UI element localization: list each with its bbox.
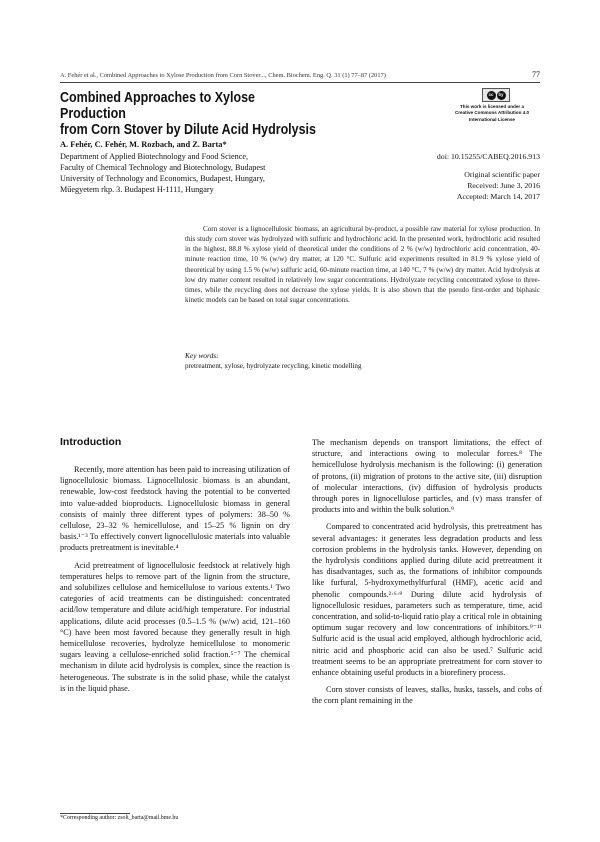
- paragraph: Corn stover consists of leaves, stalks, husks, tassels, and cobs of the corn plant remaining in the: [312, 685, 542, 706]
- paragraph: Acid pretreatment of lignocellulosic feedstock at relatively high temperatures helps to remove part of the lignin from the structure, and solubilizes cellulose and hemicellulose to various extents.¹ Two categories of acid treatments can be distinguished: concentrated acid/low temperature and dilute acid/high temperature. For industrial applications, dilute acid processes (0.5–1.5 % (w/w) acid, 121–160 °C) have been most favored because they generally result in high hemicellulose recoveries, hydrolyze hemicellulose to monomeric sugars leaving a cellulose-enriched solid fraction.⁵⁻⁷ The chemical mechanism in dilute acid hydrolysis is complex, since the reaction is heterogeneous. The substrate is in the solid phase, while the catalyst is in the liquid phase.: [60, 560, 290, 693]
- running-head: A. Fehér et al., Combined Approaches to Xylose Production from Corn Stover..., Chem. Biochem. Eng. Q. 31 (1) 77–87 (2017): [60, 72, 386, 79]
- abstract: Corn stover is a lignocellulosic biomass, an agricultural by-product, a possible raw material for xylose production. In this study corn stover was hydrolyzed with sulfuric and hydrochloric acid. In the presented work, hydrochloric acid resulted in the highest, 88.8 % xylose yield of theoretical under the conditions of 2 % (w/w) hydrochloric acid concentration, 40-minute reaction time, 10 % (w/w) dry matter, at 120 °C. Sulfuric acid experiments resulted in 81.9 % xylose yield of theoretical by using 1.5 % (w/w) sulfuric acid, 60-minute reaction time, at 140 °C, 7 % (w/w) dry matter. Acid hydrolysis at low dry matter content resulted in relatively low sugar concentrations. Hydrolyzate recycling concentrated xylose to three-times, while the recycling does not decrease the xylose yields. It is also shown that the pseudo first-order and biphasic kinetic models can be based on total sugar concentrations.: [185, 225, 540, 305]
- header-rule: [60, 82, 540, 83]
- received-date: Received: June 3, 2016: [467, 181, 540, 190]
- doi-link[interactable]: doi: 10.15255/CABEQ.2016.913: [436, 152, 540, 161]
- paper-type: Original scientific paper: [464, 170, 540, 179]
- keywords-label: Key words:: [185, 351, 219, 360]
- paragraph: Compared to concentrated acid hydrolysis, this pretreatment has several advantages: it generates less degradation products and less corrosion problems in the hydrolysis tanks. However, depending on the hydrolysis conditions applied during dilute acid pretreatment it has disadvantages, such as, the formations of inhibitor compounds like furfural, 5-hydroxymethylfurfural (HMF), acetic acid and phenolic compounds.²·⁶·⁹ During dilute acid hydrolysis of lignocellulosic residues, parameters such as temperature, time, acid concentration, and solid-to-liquid ratio play a critical role in obtaining optimum sugar recovery and low concentrations of inhibitors.⁹⁻¹¹ Sulfuric acid is the usual acid employed, although hydrochloric acid, nitric acid and phosphoric acid can also be used.⁷ Sulfuric acid treatment seems to be an appropriate pretreatment for corn stover to enhance obtaining useful products in a biorefinery process.: [312, 522, 542, 678]
- corresponding-author-footnote: *Corresponding author: zsolt_barta@mail.bme.hu: [60, 815, 179, 821]
- cc-icon: cc: [487, 91, 496, 100]
- paragraph: Recently, more attention has been paid to increasing utilization of lignocellulosic biomass. Lignocellulosic biomass is an abundant, renewable, low-cost feedstock having the potential to be converted into value-added bioproducts. Lignocellulosic biomass in general consists of mainly three different types of polymers: 38–50 % cellulose, 23–32 % hemicellulose, and 15–25 % lignin on dry basis.¹⁻³ To effectively convert lignocellulosic materials into valuable products pretreatment is inevitable.⁴: [60, 465, 290, 553]
- title-line: Combined Approaches to Xylose Production: [60, 90, 255, 122]
- affiliation: Department of Applied Biotechnology and Food Science, Faculty of Chemical Technology and Biotechnology, Budapest University of Technology and Economics, Budapest, Hungary, Műegyetem rkp. 3. Budapest H-1111, Hungary: [60, 152, 266, 194]
- page-number: 77: [532, 70, 540, 79]
- left-column: [60, 437, 290, 700]
- keywords: pretreatment, xylose, hydrolyzate recycling, kinetic modelling: [185, 362, 362, 370]
- footnote-rule: [60, 813, 130, 814]
- paper-title: [60, 90, 318, 138]
- right-column: [312, 437, 542, 713]
- accepted-date: Accepted: March 14, 2017: [456, 192, 540, 201]
- license-text: This work is licensed under a Creative Commons Attribution 4.0 International License: [454, 104, 530, 122]
- cc-license-badge[interactable]: [482, 88, 510, 102]
- by-attribution-icon: by: [497, 91, 506, 100]
- section-heading-introduction: Introduction: [60, 436, 122, 448]
- title-line: from Corn Stover by Dilute Acid Hydrolysis: [60, 122, 316, 138]
- authors: A. Fehér, C. Fehér, M. Rozbach, and Z. Barta*: [60, 140, 227, 149]
- paragraph: The mechanism depends on transport limitations, the effect of structure, and interactions owing to molecular forces.⁸ The hemicellulose hydrolysis mechanism is the following: (i) generation of protons, (ii) migration of protons to the active site, (iii) disruption of molecular interactions, (iv) diffusion of hydrolysis products through pores in lignocellulose particles, and (v) mass transfer of products into and within the bulk solution.⁹: [312, 438, 542, 515]
